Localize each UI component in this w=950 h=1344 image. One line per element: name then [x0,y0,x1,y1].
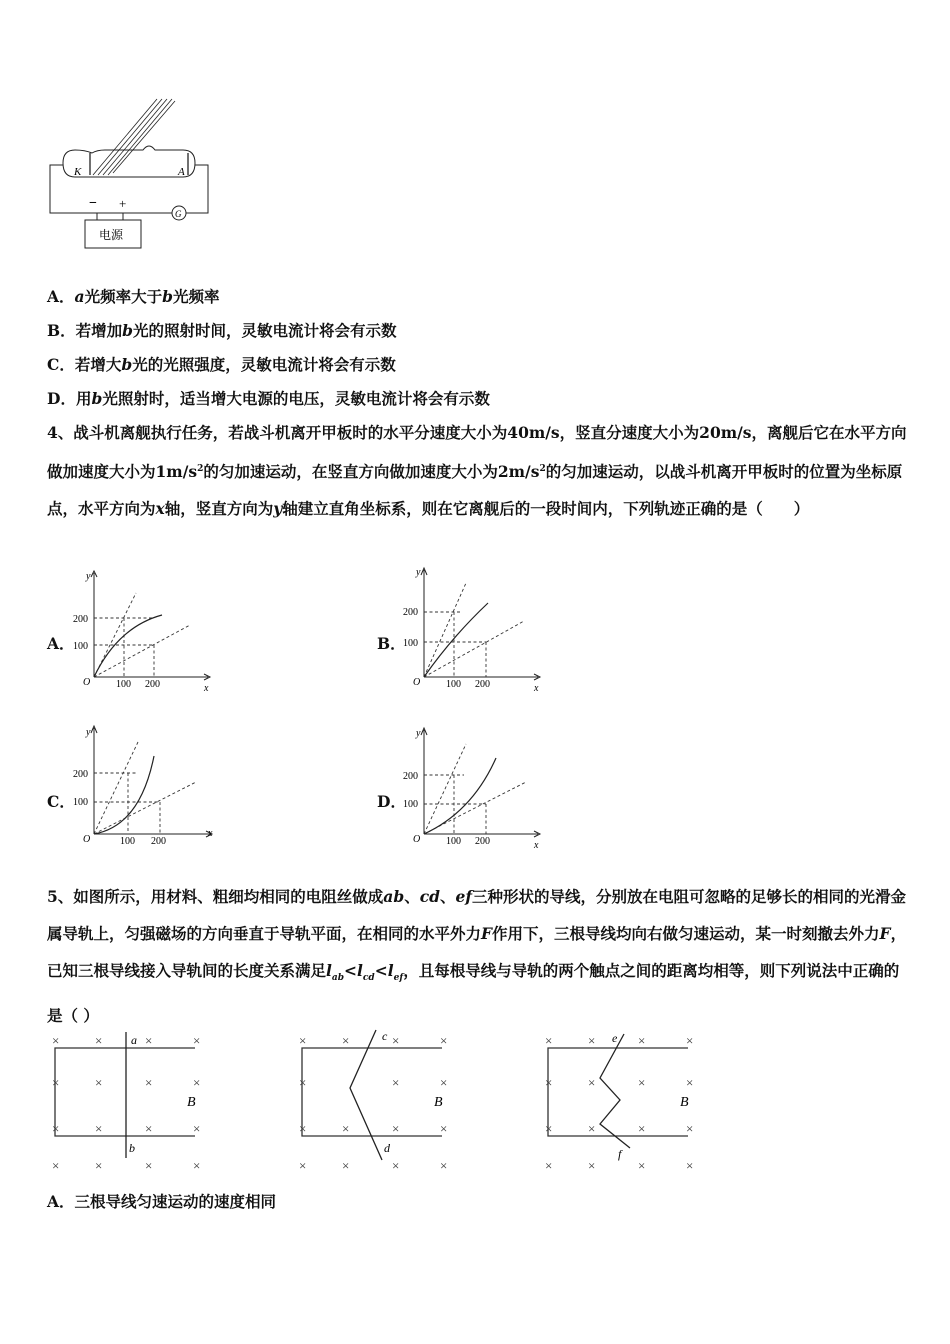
graph-c [73,722,218,850]
svg-text:×: × [145,1033,153,1048]
svg-text:×: × [588,1158,596,1173]
svg-text:×: × [392,1158,400,1173]
svg-text:f: f [618,1147,622,1161]
svg-text:x: x [204,683,209,694]
svg-text:×: × [95,1075,103,1090]
svg-text:100: 100 [120,836,135,847]
svg-text:200: 200 [145,679,160,690]
svg-text:×: × [299,1033,307,1048]
q4-option-a-label: A． [47,634,75,653]
svg-text:×: × [193,1158,201,1173]
rail-figure-cd [292,1030,462,1175]
svg-text:×: × [52,1158,60,1173]
svg-text:×: × [342,1158,350,1173]
svg-text:O: O [83,677,91,688]
svg-text:×: × [193,1121,201,1136]
svg-text:x: x [534,840,539,851]
q4-stem: 4、战斗机离舰执行任务，若战斗机离开甲板时的水平分速度大小为40m/s，竖直分速度大小为20m/s，离舰后它在水平方向做加速度大小为$1m/s^2$的匀加速运动，在竖直方向做加速度大小为$2m/s^2$的匀加速运动，以战斗机离开甲板时的位置为坐标原点，水平方向为x轴，竖直方向为y轴建立直角坐标系，则在它离舰后的一段时间内，下列轨迹正确的是（ ） [47,423,907,519]
svg-text:×: × [440,1033,448,1048]
minus-label: − [89,196,97,211]
graph-b [403,565,548,694]
svg-text:y: y [86,571,91,582]
svg-text:200: 200 [151,836,166,847]
svg-text:×: × [95,1121,103,1136]
svg-text:×: × [638,1158,646,1173]
svg-text:×: × [299,1075,307,1090]
plus-label: + [119,196,127,211]
svg-text:×: × [392,1121,400,1136]
svg-text:×: × [545,1033,553,1048]
svg-text:×: × [545,1075,553,1090]
svg-text:×: × [52,1075,60,1090]
svg-text:O: O [83,834,91,845]
svg-text:×: × [52,1033,60,1048]
svg-text:y: y [416,567,421,578]
svg-text:×: × [145,1075,153,1090]
q3-option-c: C．若增大b光的光照强度，灵敏电流计将会有示数 [47,355,396,374]
svg-text:B: B [187,1095,196,1110]
svg-text:×: × [299,1158,307,1173]
svg-text:200: 200 [403,771,418,782]
label-a: A [178,166,185,178]
svg-text:B: B [434,1095,443,1110]
svg-text:×: × [686,1121,694,1136]
svg-text:×: × [95,1158,103,1173]
svg-text:a: a [131,1033,137,1047]
svg-text:×: × [52,1121,60,1136]
label-g: G [175,209,182,219]
svg-text:e: e [612,1031,618,1045]
svg-text:200: 200 [475,836,490,847]
svg-text:100: 100 [403,638,418,649]
svg-text:×: × [193,1033,201,1048]
svg-text:×: × [686,1033,694,1048]
q3-option-b: B．若增加b光的照射时间，灵敏电流计将会有示数 [47,321,397,340]
svg-text:100: 100 [73,797,88,808]
q3-option-d: D．用b光照射时，适当增大电源的电压，灵敏电流计将会有示数 [47,389,490,408]
svg-text:200: 200 [73,614,88,625]
svg-text:y: y [86,727,91,738]
svg-text:×: × [588,1033,596,1048]
svg-text:100: 100 [116,679,131,690]
svg-text:×: × [638,1121,646,1136]
svg-text:×: × [145,1121,153,1136]
q3-option-a: A．a光频率大于b光频率 [47,287,220,306]
graph-a [73,565,218,694]
graph-d [403,722,548,851]
svg-text:×: × [686,1158,694,1173]
svg-text:×: × [588,1075,596,1090]
rail-figure-ef [538,1030,708,1175]
svg-text:d: d [384,1141,390,1155]
svg-text:×: × [145,1158,153,1173]
svg-text:×: × [392,1075,400,1090]
svg-text:×: × [638,1075,646,1090]
svg-text:200: 200 [475,679,490,690]
photoelectric-circuit-figure [45,95,220,255]
svg-text:×: × [440,1075,448,1090]
svg-text:100: 100 [446,836,461,847]
rail-figure-ab [45,1030,215,1175]
svg-text:200: 200 [73,769,88,780]
svg-text:×: × [440,1121,448,1136]
svg-text:×: × [588,1121,596,1136]
svg-text:100: 100 [403,799,418,810]
power-label: 电源 [99,228,124,242]
svg-text:200: 200 [403,607,418,618]
svg-text:×: × [193,1075,201,1090]
svg-text:O: O [413,677,421,688]
svg-text:100: 100 [73,641,88,652]
svg-text:B: B [680,1095,689,1110]
svg-text:×: × [299,1121,307,1136]
svg-text:×: × [342,1121,350,1136]
svg-text:×: × [392,1033,400,1048]
svg-text:×: × [440,1158,448,1173]
q4-option-c-label: C． [47,792,75,811]
q4-option-b-label: B． [377,634,406,653]
svg-text:100: 100 [446,679,461,690]
svg-text:×: × [545,1121,553,1136]
svg-text:b: b [129,1141,135,1155]
label-k: K [74,166,82,178]
q5-stem: 5、如图所示，用材料、粗细均相同的电阻丝做成ab、cd、ef三种形状的导线，分别放在电阻可忽略的足够长的相同的光滑金属导轨上，匀强磁场的方向垂直于导轨平面，在相同的水平外力F作用下，三根导线均向右做匀速运动，某一时刻撤去外力F，已知三根导线接入导轨间的长度关系满足$l_{ab}<l_{cd}<l_{ef}$，且每根导线与导轨的两个触点之间的距离均相等，则下列说法中正确的是（ ） [47,887,907,1026]
svg-text:×: × [686,1075,694,1090]
svg-text:×: × [342,1033,350,1048]
svg-text:×: × [95,1033,103,1048]
q5-option-a: A．三根导线匀速运动的速度相同 [47,1192,277,1211]
svg-text:x: x [534,683,539,694]
svg-text:y: y [416,728,421,739]
svg-text:×: × [638,1033,646,1048]
svg-text:×: × [545,1158,553,1173]
svg-text:c: c [382,1029,388,1043]
svg-text:x: x [208,828,213,839]
q4-option-d-label: D． [377,792,406,811]
svg-text:O: O [413,834,421,845]
